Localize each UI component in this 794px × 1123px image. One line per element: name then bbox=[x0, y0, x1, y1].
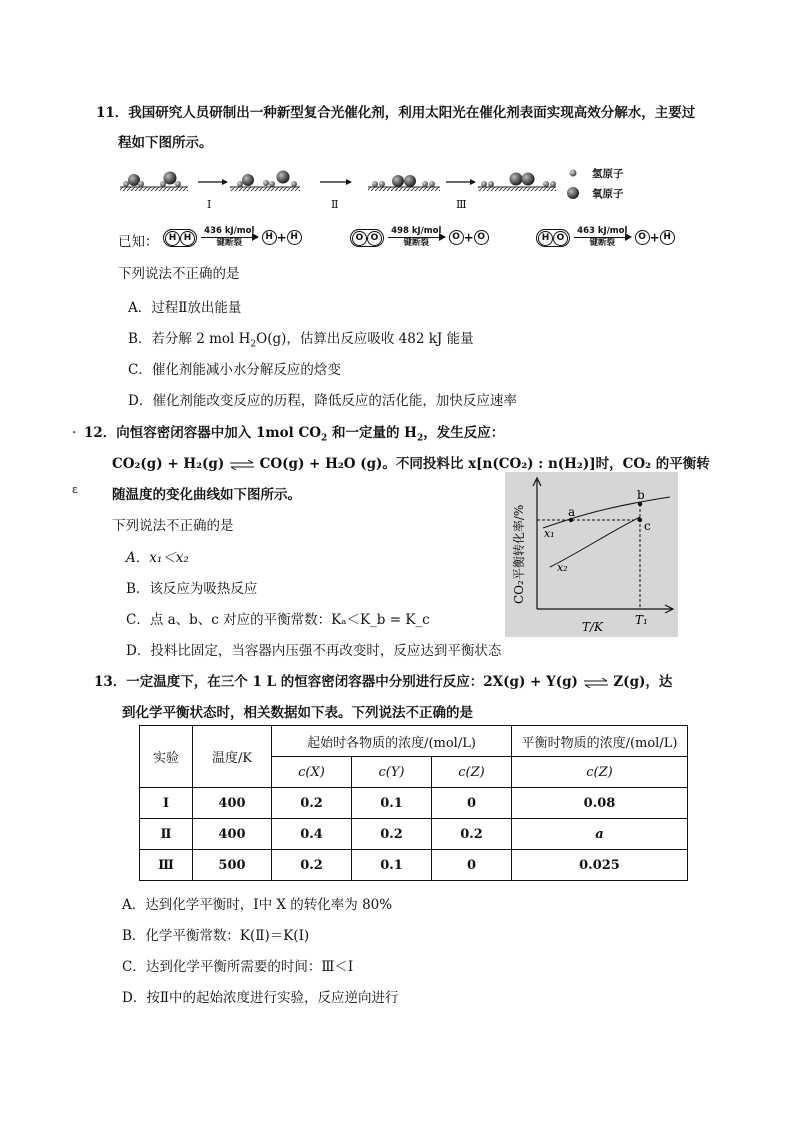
q13-option-d[interactable]: D．按Ⅱ中的起始浓度进行实验，反应逆向进行 bbox=[122, 990, 399, 1006]
table-row bbox=[140, 788, 688, 819]
row1-cy: 0.1 bbox=[352, 788, 432, 819]
bond-oo-equation: O O 498 kJ/mol 键断裂 O + O bbox=[350, 226, 489, 249]
q12-stem-line3: 随温度的变化曲线如下图所示。 bbox=[112, 487, 301, 503]
process-label-2: Ⅱ bbox=[331, 198, 339, 211]
q11-option-a[interactable]: A．过程Ⅱ放出能量 bbox=[128, 300, 242, 316]
stage-3-molecules bbox=[478, 173, 556, 192]
point-b bbox=[638, 502, 642, 506]
row1-cx: 0.2 bbox=[272, 788, 352, 819]
equilibrium-arrow-icon bbox=[229, 460, 255, 470]
hh-molecule: H H bbox=[163, 229, 197, 247]
header-initial-concentration: 起始时各物质的浓度/(mol/L) bbox=[272, 726, 512, 757]
equilibrium-data-table bbox=[139, 725, 688, 881]
hydrogen-atom-legend-icon bbox=[570, 170, 577, 177]
row2-exp: Ⅱ bbox=[140, 819, 193, 850]
stage-2-molecules bbox=[368, 175, 440, 191]
row2-cz: 0.2 bbox=[432, 819, 512, 850]
q11-option-d[interactable]: D．催化剂能改变反应的历程，降低反应的活化能，加快反应速率 bbox=[128, 393, 517, 409]
series-x2-label: x₂ bbox=[557, 561, 568, 574]
header-temperature: 温度/K bbox=[193, 726, 272, 788]
margin-mark-2: ε bbox=[72, 483, 78, 496]
q11-question: 下列说法不正确的是 bbox=[118, 266, 240, 282]
row1-temp: 400 bbox=[193, 788, 272, 819]
q12-question: 下列说法不正确的是 bbox=[112, 518, 234, 534]
row2-cy: 0.2 bbox=[352, 819, 432, 850]
header-experiment: 实验 bbox=[140, 726, 193, 788]
oo-energy-arrow: 498 kJ/mol 键断裂 bbox=[388, 226, 444, 249]
q12-option-a[interactable]: A．x₁＜x₂ bbox=[126, 550, 189, 566]
point-b-label: b bbox=[637, 488, 645, 502]
bond-ho-equation: H O 463 kJ/mol 键断裂 O + H bbox=[536, 226, 675, 249]
row2-cz-eq: a bbox=[512, 819, 688, 850]
q12-equation-line: CO₂(g) + H₂(g) CO(g) + H₂O (g)。不同投料比 x[n(CO₂) : n(H₂)]时，CO₂ 的平衡转 bbox=[112, 456, 710, 472]
row1-cz: 0 bbox=[432, 788, 512, 819]
q13-option-b[interactable]: B．化学平衡常数：K(Ⅱ)＝K(Ⅰ) bbox=[122, 928, 310, 944]
q12-option-b[interactable]: B．该反应为吸热反应 bbox=[126, 581, 258, 597]
series-x1-label: x₁ bbox=[544, 527, 555, 540]
legend-hydrogen-label: 氢原子 bbox=[592, 168, 624, 180]
row3-cx: 0.2 bbox=[272, 850, 352, 881]
header-cy: c(Y) bbox=[352, 757, 432, 788]
q12-stem-line1: 12．向恒容密闭容器中加入 1mol $CO_2$ 和一定量的 $H_2$，发生反应： bbox=[84, 425, 505, 444]
point-c-label: c bbox=[644, 519, 651, 533]
stage-0-molecules bbox=[120, 172, 188, 192]
row2-temp: 400 bbox=[193, 819, 272, 850]
row3-exp: Ⅲ bbox=[140, 850, 193, 881]
chart-ylabel: CO₂平衡转化率/% bbox=[512, 504, 526, 604]
co2-conversion-chart bbox=[505, 472, 678, 637]
row3-cy: 0.1 bbox=[352, 850, 432, 881]
q11-stem-line1: 11．我国研究人员研制出一种新型复合光催化剂，利用太阳光在催化剂表面实现高效分解水，主要过 bbox=[96, 105, 696, 121]
hh-energy-arrow: 436 kJ/mol 键断裂 bbox=[201, 226, 257, 249]
point-c bbox=[638, 518, 642, 522]
header-equilibrium-concentration: 平衡时物质的浓度/(mol/L) bbox=[512, 726, 688, 757]
chart-xlabel: T/K bbox=[582, 620, 604, 634]
water-splitting-process-diagram bbox=[118, 160, 638, 210]
q13-stem-line1: 13．一定温度下，在三个 1 L 的恒容密闭容器中分别进行反应：2X(g) + Y(g) Z(g)，达 bbox=[94, 674, 673, 690]
q11-option-c[interactable]: C．催化剂能减小水分解反应的焓变 bbox=[128, 362, 341, 378]
row3-cz: 0 bbox=[432, 850, 512, 881]
table-row bbox=[140, 850, 688, 881]
q13-option-c[interactable]: C．达到化学平衡所需要的时间：Ⅲ＜Ⅰ bbox=[122, 959, 354, 975]
row3-cz-eq: 0.025 bbox=[512, 850, 688, 881]
oxygen-atom-legend-icon bbox=[567, 187, 579, 199]
q12-option-d[interactable]: D．投料比固定，当容器内压强不再改变时，反应达到平衡状态 bbox=[126, 643, 502, 659]
equilibrium-arrow-icon bbox=[583, 678, 609, 688]
header-cx: c(X) bbox=[272, 757, 352, 788]
table-row bbox=[140, 819, 688, 850]
header-cz-equilibrium: c(Z) bbox=[512, 757, 688, 788]
q13-stem-line2: 到化学平衡状态时，相关数据如下表。下列说法不正确的是 bbox=[122, 705, 473, 721]
known-label: 已知： bbox=[118, 234, 159, 250]
q12-option-c[interactable]: C．点 a、b、c 对应的平衡常数：Kₐ＜K_b = K_c bbox=[126, 612, 430, 628]
process-label-3: Ⅲ bbox=[456, 198, 467, 211]
row1-exp: Ⅰ bbox=[140, 788, 193, 819]
q11-option-b[interactable]: B．若分解 2 mol $H_2O(g)$，估算出反应吸收 482 kJ 能量 bbox=[128, 331, 474, 350]
chart-background bbox=[505, 472, 678, 637]
legend-oxygen-label: 氧原子 bbox=[592, 188, 624, 200]
row1-cz-eq: 0.08 bbox=[512, 788, 688, 819]
ho-energy-arrow: 463 kJ/mol 键断裂 bbox=[574, 226, 630, 249]
bond-hh-equation: H H 436 kJ/mol 键断裂 H + H bbox=[163, 226, 302, 249]
oo-molecule: O O bbox=[350, 229, 384, 247]
row2-cx: 0.4 bbox=[272, 819, 352, 850]
point-a-label: a bbox=[568, 505, 576, 519]
margin-mark-1: . bbox=[72, 421, 77, 437]
ho-molecule: H O bbox=[536, 229, 570, 247]
q13-option-a[interactable]: A．达到化学平衡时，Ⅰ中 X 的转化率为 80% bbox=[122, 897, 393, 913]
row3-temp: 500 bbox=[193, 850, 272, 881]
chart-x-tick-t1: T₁ bbox=[635, 613, 648, 627]
q11-stem-line2: 程如下图所示。 bbox=[118, 135, 213, 151]
stage-1-molecules bbox=[230, 171, 300, 192]
process-label-1: Ⅰ bbox=[207, 198, 212, 211]
header-cz: c(Z) bbox=[432, 757, 512, 788]
